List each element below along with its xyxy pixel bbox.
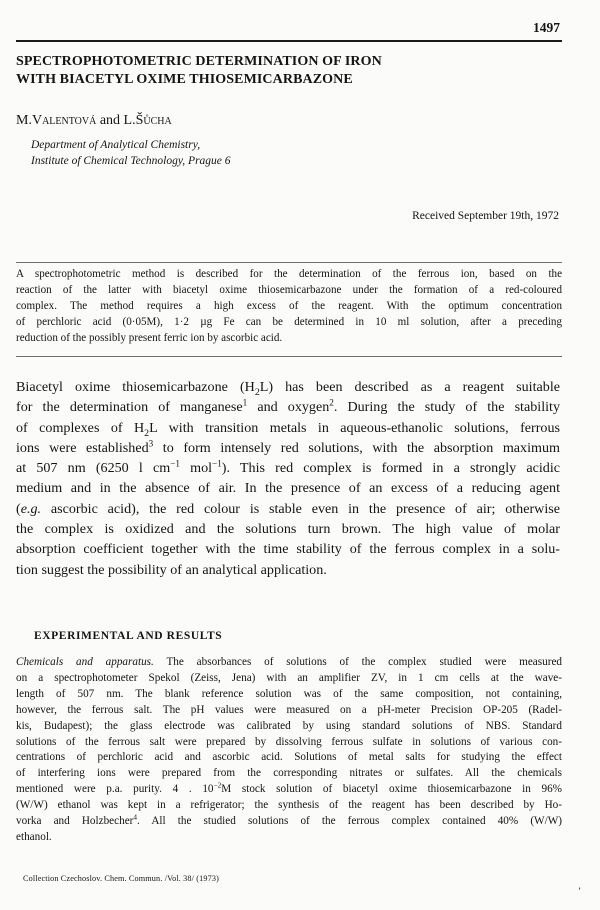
affiliation-line: Institute of Chemical Technology, Prague 6	[31, 154, 231, 167]
header-rule	[16, 40, 562, 42]
page-number: 1497	[533, 20, 560, 35]
author-name: Valentová	[31, 113, 97, 128]
reference-marker: 1	[242, 397, 248, 408]
reference-marker: 3	[148, 438, 154, 449]
affiliation	[31, 138, 231, 169]
intro-line: Biacetyl oxime thiosemicarbazone $(H_2L)$ has been described as a reagent suitable	[16, 379, 560, 398]
author-initial: M.	[16, 113, 32, 128]
affiliation-line: Department of Analytical Chemistry,	[31, 139, 201, 151]
intro-line: absorption coefficient together with the time stability of the ferrous complex in a solu-	[16, 541, 560, 558]
reference-marker: 2	[329, 397, 334, 408]
body-line: centrations of perchloric acid and ascorbic acid. Solutions of metal salts for studying the effect	[16, 751, 562, 764]
intro-paragraph	[16, 377, 560, 580]
body-line: on a spectrophotometer Spekol (Zeiss, Jena) with an amplifier ZV, in 1 cm cells at the wave-	[16, 671, 562, 684]
title-line: SPECTROPHOTOMETRIC DETERMINATION OF IRON	[16, 54, 382, 69]
intro-line: for the determination of manganese$^1$ and oxygen$^2$. During the study of the stability	[16, 397, 560, 416]
abstract-line: reaction of the latter with biacetyl oxime thiosemicarbazone under the formation of a red-coloured	[16, 284, 562, 296]
body-line: of interfering ions were prepared from the corresponding nitrates or sulfates. All the chemicals	[16, 767, 562, 780]
received-date: Received September 19th, 1972	[412, 210, 559, 222]
body-line: vorka and Holzbecher$^4$. All the studied solutions of the ferrous complex contained 40% (W/W)	[16, 813, 562, 828]
body-line: ethanol.	[16, 830, 52, 843]
body-paragraph	[16, 655, 562, 846]
intro-line: medium and in the absence of air. In the presence of an excess of a reducing agent	[16, 480, 560, 497]
author-initial: L.	[123, 113, 136, 128]
intro-line: ions were established$^3$ to form intensely red solutions, with the absorption maximum	[16, 438, 560, 456]
journal-citation-footer: Collection Czechoslov. Chem. Commun. /Vol. 38/ (1973)	[23, 874, 220, 883]
run-in-heading: Chemicals and apparatus.	[16, 656, 154, 668]
body-line: Chemicals and apparatus. The absorbances of solutions of the complex studied were measured	[16, 656, 563, 668]
reference-marker: 4	[133, 813, 138, 822]
body-line: length of 507 nm. The blank reference solution was of the same composition, not containing,	[16, 687, 562, 700]
article-title	[16, 53, 556, 89]
intro-line: of complexes of $H_2L$ with transition metals in aqueous-ethanolic solutions, ferrous	[16, 419, 561, 439]
intro-line: tion suggest the possibility of an analytical application.	[16, 561, 327, 578]
intro-line: (e.g. ascorbic acid), the red colour is stable even in the presence of air; otherwise	[16, 500, 560, 517]
body-line: however, the ferrous salt. The pH values were measured on a pH-meter Precision OP-205 (Radel-	[16, 703, 562, 716]
margin-mark: ʼ	[578, 886, 581, 896]
body-line: solutions of the ferrous salt were prepared by dissolving ferrous sulfate in solutions of various con-	[16, 735, 562, 748]
body-line: kis, Budapest); the glass electrode was calibrated by using standard solutions of NBS. Standard	[16, 719, 562, 732]
abstract-rule-bottom	[16, 356, 562, 357]
title-line: WITH BIACETYL OXIME THIOSEMICARBAZONE	[16, 72, 353, 87]
abstract	[16, 266, 562, 346]
abstract-line: reduction of the possibly present ferric ion by ascorbic acid.	[16, 332, 283, 344]
section-heading: EXPERIMENTAL AND RESULTS	[34, 630, 223, 642]
abstract-line: A spectrophotometric method is described for the determination of the ferrous ion, based on the	[16, 268, 562, 280]
author-conjunction: and	[96, 113, 124, 128]
abstract-rule-top	[16, 262, 562, 263]
author-list	[16, 113, 172, 129]
intro-line: at 507 nm (6250 l $cm^{-1}$ mol$^{-1}$). This red complex is formed in a strongly acidic	[16, 458, 560, 477]
abstract-line: of perchloric acid (0·05M), 1·2 µg Fe can be determined in 10 ml solution, after a preceding	[16, 316, 562, 328]
body-line: (W/W) ethanol was kept in a refrigerator; the synthesis of the reagent has been described by Ho-	[16, 799, 562, 812]
author-name: Šůcha	[135, 113, 172, 128]
intro-line: the complex is oxidized and the solutions turn brown. The high value of molar	[16, 521, 560, 538]
body-line: mentioned were p.a. purity. 4 . $10^{-2}M$ stock solution of biacetyl oxime thiosemicarbazone in 96%	[16, 781, 562, 796]
abstract-line: complex. The method requires a high excess of the reagent. With the optimum concentration	[16, 300, 562, 312]
